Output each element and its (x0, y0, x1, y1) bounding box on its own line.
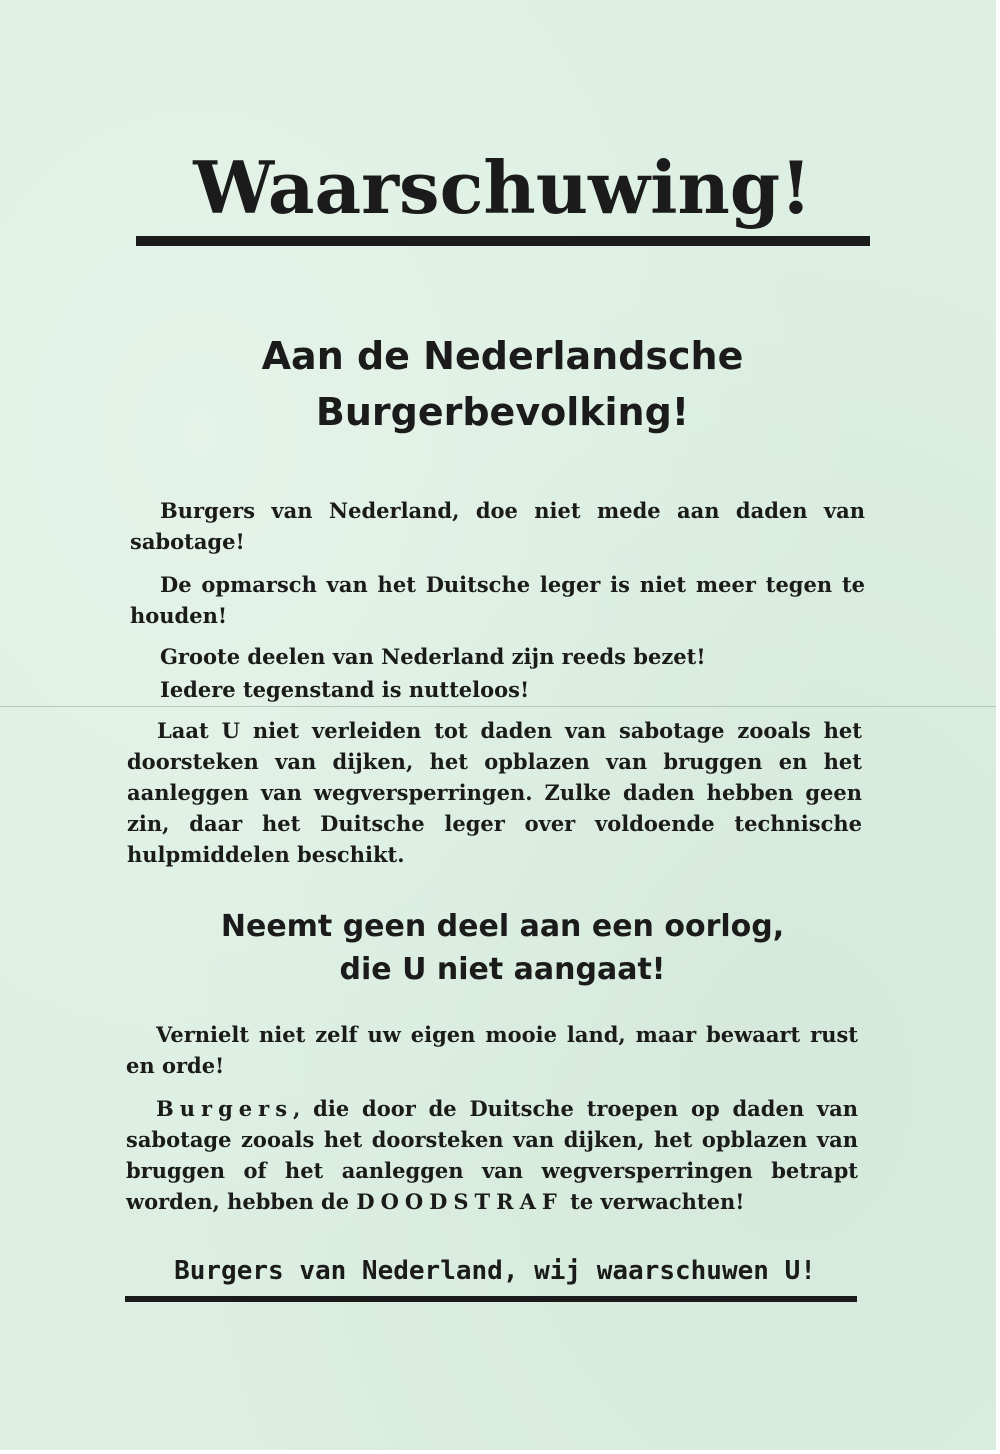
spaced-word-burgers: Burgers (156, 1096, 294, 1121)
paragraph-resistance-useless: Iedere tegenstand is nutteloos! (160, 677, 530, 702)
paragraph-sabotage-appeal: Burgers van Nederland, doe niet mede aan daden van sabotage! (130, 498, 865, 554)
subtitle (130, 328, 875, 440)
spaced-word-doodstraf: DOODSTRAF (356, 1189, 563, 1214)
section-heading-line-2: die U niet aangaat! (339, 952, 666, 987)
subtitle-line-1: Aan de Nederlandsche (261, 334, 744, 378)
death-penalty-text-2: te verwachten! (562, 1189, 745, 1214)
paragraph-do-not-be-tempted: Laat U niet verleiden tot daden van sabotage zooals het doorsteken van dijken, het opblazen van bruggen en het aanleggen van wegversperringen. Zulke daden hebben geen zin, daar het Duitsche leger over voldoende technische hulpmiddelen beschikt. (127, 718, 862, 867)
section-heading-line-1: Neemt geen deel aan een oorlog, (220, 909, 785, 944)
paragraph-occupied: Groote deelen van Nederland zijn reeds bezet! (160, 644, 706, 669)
closing-warning: Burgers van Nederland, wij waarschuwen U! (174, 1256, 816, 1286)
fold-crease (0, 706, 996, 707)
death-penalty-text-1: , die door de Duitsche troepen op daden van sabotage zooals het doorsteken van dijken, het opblazen van bruggen of het aanleggen van wegversperringen betrapt worden, hebben de (126, 1096, 858, 1214)
title-underline (136, 236, 870, 246)
paragraph-advance: De opmarsch van het Duitsche leger is niet meer tegen te houden! (130, 572, 865, 628)
paragraph-keep-order: Vernielt niet zelf uw eigen mooie land, maar bewaart rust en orde! (126, 1022, 858, 1078)
closing-underline (125, 1296, 857, 1302)
page-title: Waarschuwing! (193, 145, 812, 230)
section-heading (130, 905, 875, 991)
paragraph-death-penalty (126, 1093, 858, 1217)
subtitle-line-2: Burgerbevolking! (315, 390, 690, 434)
